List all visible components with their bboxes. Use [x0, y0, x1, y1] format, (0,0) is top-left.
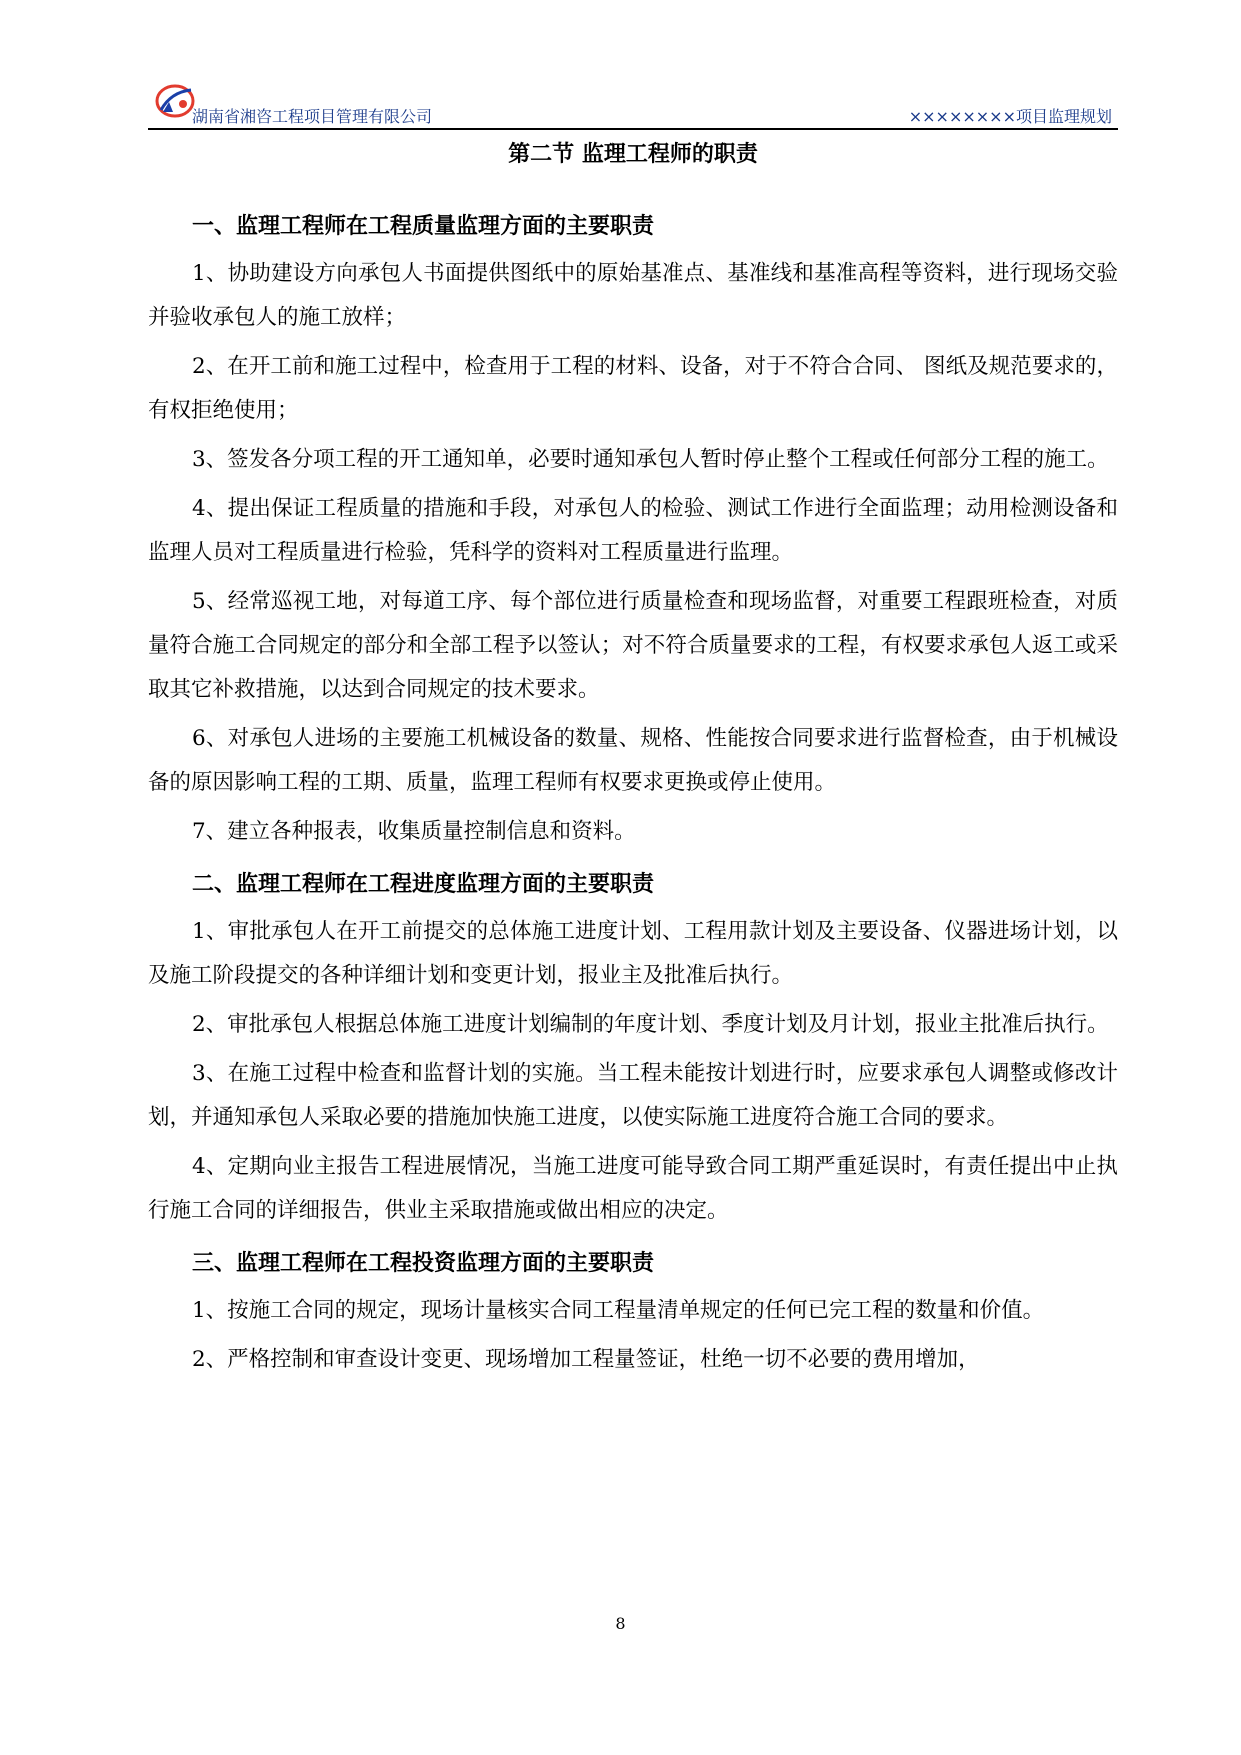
paragraph: 6、对承包人进场的主要施工机械设备的数量、规格、性能按合同要求进行监督检查，由于机械设备的原因影响工程的工期、质量，监理工程师有权要求更换或停止使用。 [148, 726, 1118, 795]
page-header [148, 82, 1118, 126]
page-number: 8 [615, 1614, 626, 1633]
paragraph: 4、定期向业主报告工程进展情况，当施工进度可能导致合同工期严重延误时，有责任提出中止执行施工合同的详细报告，供业主采取措施或做出相应的决定。 [148, 1154, 1118, 1223]
paragraph: 3、签发各分项工程的开工通知单，必要时通知承包人暂时停止整个工程或任何部分工程的施工。 [192, 447, 1109, 472]
paragraph: 2、审批承包人根据总体施工进度计划编制的年度计划、季度计划及月计划，报业主批准后执行。 [192, 1012, 1109, 1037]
paragraph: 5、经常巡视工地，对每道工序、每个部位进行质量检查和现场监督，对重要工程跟班检查，对质量符合施工合同规定的部分和全部工程予以签认；对不符合质量要求的工程，有权要求承包人返工或采取其它补救措施，以达到合同规定的技术要求。 [148, 589, 1118, 702]
company-name: 湖南省湘咨工程项目管理有限公司 [192, 107, 433, 126]
header-divider [148, 128, 1118, 130]
subsection-heading-quality: 一、监理工程师在工程质量监理方面的主要职责 [192, 213, 655, 239]
project-plan-title: ××××××××项目监理规划 [908, 107, 1112, 126]
document-body [148, 132, 1118, 1387]
paragraph: 1、按施工合同的规定，现场计量核实合同工程量清单规定的任何已完工程的数量和价值。 [192, 1298, 1045, 1323]
paragraph: 1、协助建设方向承包人书面提供图纸中的原始基准点、基准线和基准高程等资料，进行现场交验并验收承包人的施工放样； [148, 261, 1118, 330]
paragraph: 4、提出保证工程质量的措施和手段，对承包人的检验、测试工作进行全面监理；动用检测设备和监理人员对工程质量进行检验，凭科学的资料对工程质量进行监理。 [148, 496, 1118, 565]
company-logo-icon [153, 82, 197, 120]
section-title: 第二节 监理工程师的职责 [508, 141, 758, 167]
paragraph: 2、严格控制和审查设计变更、现场增加工程量签证，杜绝一切不必要的费用增加， [192, 1347, 980, 1372]
paragraph: 3、在施工过程中检查和监督计划的实施。当工程未能按计划进行时，应要求承包人调整或修改计划，并通知承包人采取必要的措施加快施工进度，以使实际施工进度符合施工合同的要求。 [148, 1061, 1118, 1130]
paragraph: 7、建立各种报表，收集质量控制信息和资料。 [192, 819, 636, 844]
subsection-heading-investment: 三、监理工程师在工程投资监理方面的主要职责 [192, 1250, 655, 1276]
paragraph: 2、在开工前和施工过程中，检查用于工程的材料、设备，对于不符合合同、 图纸及规范要求的，有权拒绝使用； [148, 354, 1118, 423]
subsection-heading-schedule: 二、监理工程师在工程进度监理方面的主要职责 [192, 871, 655, 897]
paragraph: 1、审批承包人在开工前提交的总体施工进度计划、工程用款计划及主要设备、仪器进场计划，以及施工阶段提交的各种详细计划和变更计划，报业主及批准后执行。 [148, 919, 1118, 988]
